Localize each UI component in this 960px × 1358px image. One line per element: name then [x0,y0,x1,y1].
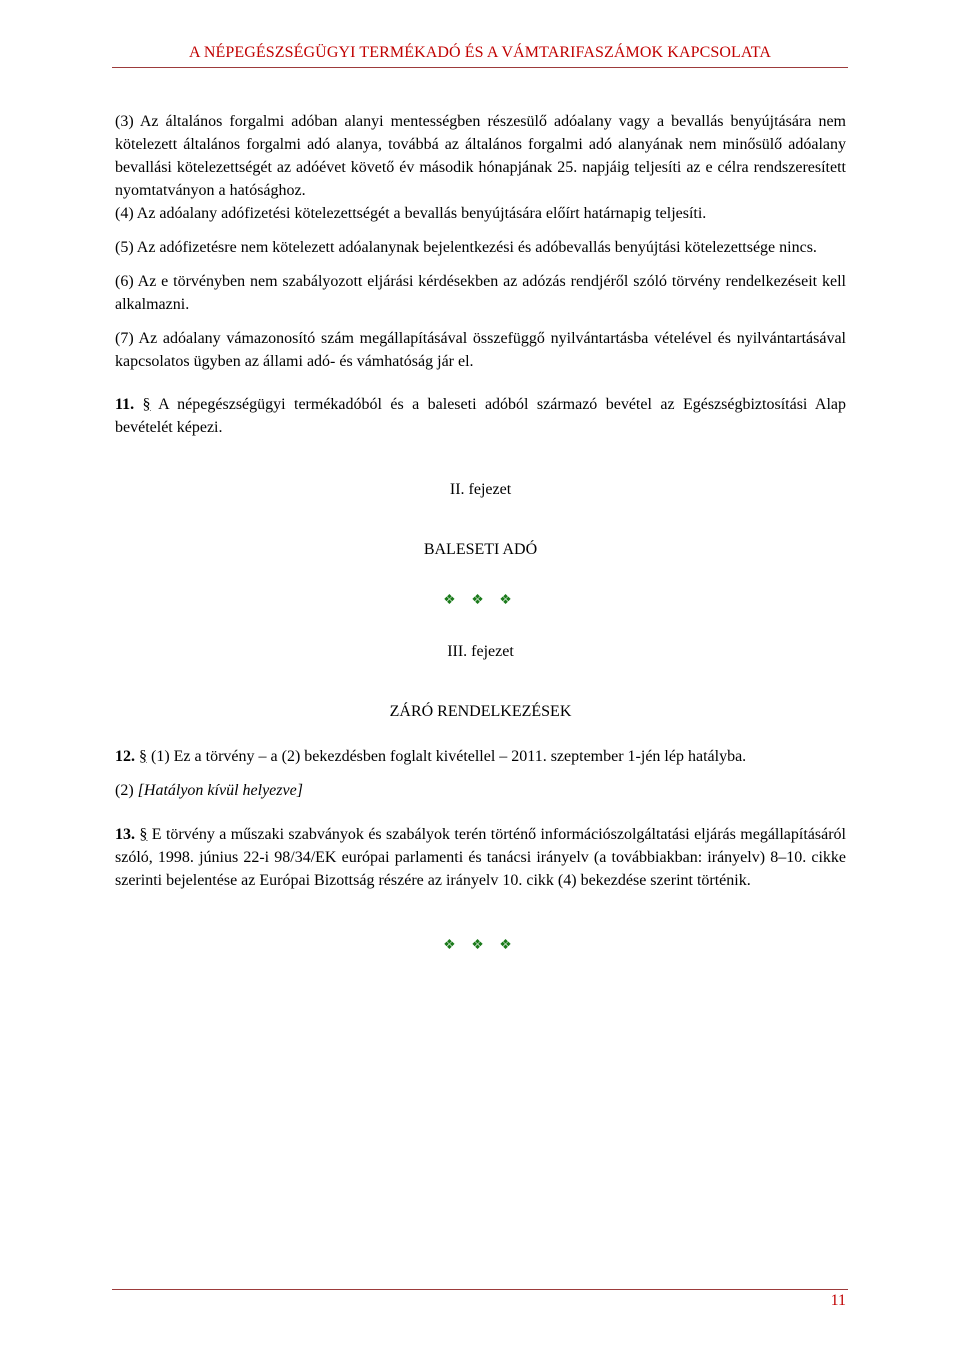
section-12-number: 12. [115,748,135,765]
section-13-link[interactable]: § [139,826,148,843]
repealed-note: [Hatályon kívül helyezve] [137,782,303,799]
section-13-number: 13. [115,826,135,843]
section-13-text: E törvény a műszaki szabványok és szabályok terén történő információszolgáltatási eljárás megállapításáról szóló, 1998. június 22-i 98/34/EK európai parlamenti és tanácsi irányelv (a továbbiakban: irányelv) 8‒10. cikke szerinti bejelentése az Európai Bizottság részére az irányelv 10. cikk (4) bekezdése szerint történik. [115,826,847,889]
chapter-2-heading: II. fejezet [449,481,512,498]
paragraph-5: (5) Az adófizetésre nem kötelezett adóalanynak bejelentkezési és adóbevallás benyújtási kötelezettsége nincs. [115,239,817,256]
section-12-text: (1) Ez a törvény ‒ a (2) bekezdésben foglalt kivétellel ‒ 2011. szeptember 1-jén lép hatályba. [151,748,747,765]
footer-divider [112,1289,848,1290]
ornament-divider: ❖ ❖ ❖ [443,593,518,608]
section-12-paragraph-2 [115,779,846,802]
chapter-3-title: ZÁRÓ RENDELKEZÉSEK [389,703,572,720]
paragraph-4: (4) Az adóalany adófizetési kötelezettségét a bevallás benyújtására előírt határnapig teljesíti. [115,205,707,222]
section-11-number: 11. [115,396,135,413]
page-number: 11 [830,1292,846,1309]
paragraph-3: (3) Az általános forgalmi adóban alanyi mentességben részesülő adóalany vagy a bevallás benyújtására nem kötelezett általános forgalmi adó alanya, továbbá az általános forgalmi adó alanyának nem minősülő adóalany bevallási kötelezettségét az adóévet követő év második hónapjának 25. napjáig teljesíti az e célra rendszeresített nyomtatványon a hatósághoz. [115,113,846,199]
paragraph-6: (6) Az e törvényben nem szabályozott eljárási kérdésekben az adózás rendjéről szóló törvény rendelkezéseit kell alkalmazni. [115,273,846,313]
section-11-text: A népegészségügyi termékadóból és a baleseti adóból származó bevétel az Egészségbiztosítási Alap bevételét képezi. [115,396,847,436]
chapter-3-heading: III. fejezet [447,643,514,660]
section-13 [115,823,846,892]
header-divider [112,67,848,68]
section-12-link[interactable]: § [139,748,147,765]
section-11-link[interactable]: § [142,396,151,413]
paragraph-7: (7) Az adóalany vámazonosító szám megállapításával összefüggő nyilvántartásba vételével és nyilvántartásával kapcsolatos ügyben az állami adó- és vámhatóság jár el. [115,330,846,370]
paragraph-number: (2) [115,782,134,799]
running-header: A NÉPEGÉSZSÉGÜGYI TERMÉKADÓ ÉS A VÁMTARIFASZÁMOK KAPCSOLATA [188,44,772,61]
chapter-2-title: BALESETI ADÓ [423,541,538,558]
document-body [115,110,846,957]
section-12 [115,745,846,768]
section-11 [115,393,846,439]
ornament-divider-end: ❖ ❖ ❖ [443,938,518,953]
